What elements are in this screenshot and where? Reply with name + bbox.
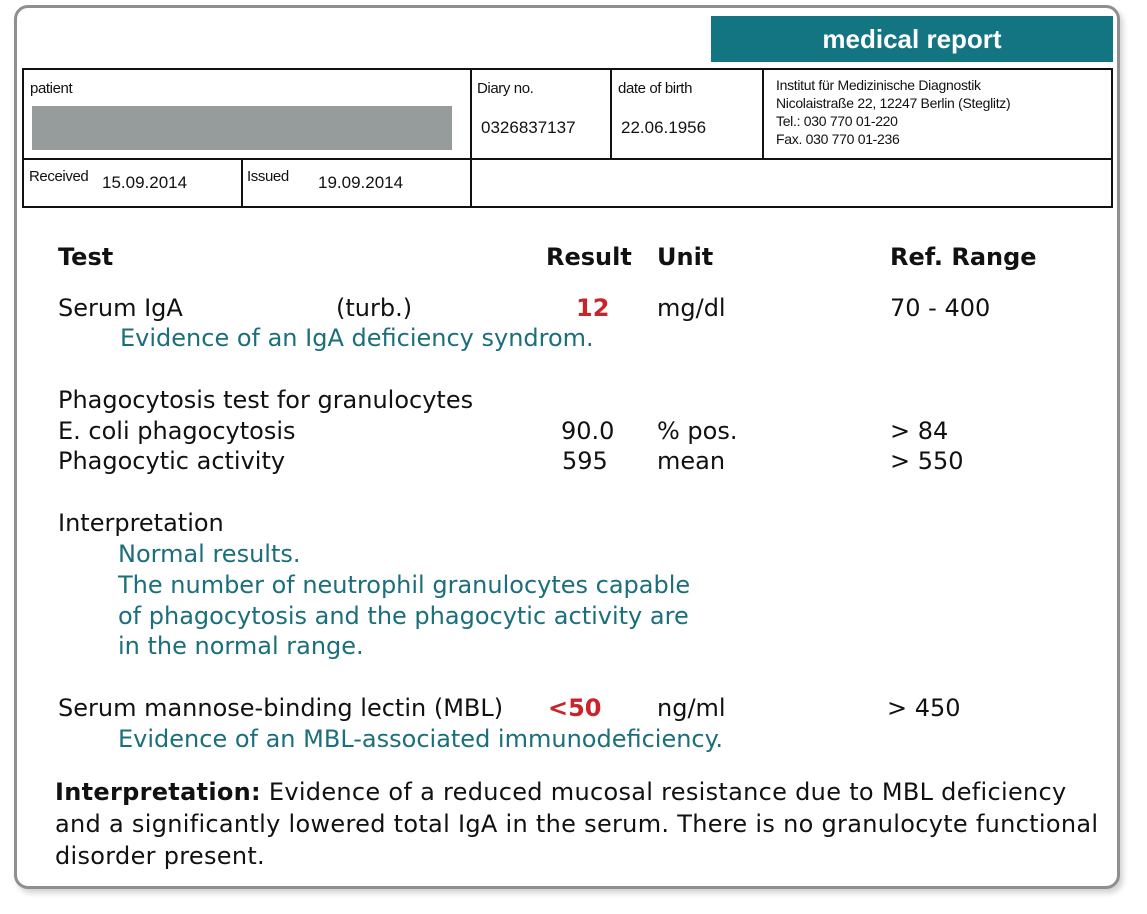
- institute-name: Institut für Medizinische Diagnostik: [776, 77, 981, 93]
- summary-paragraph: [55, 776, 1100, 872]
- phago-row-unit: mean: [657, 447, 726, 475]
- institute-fax: Fax. 030 770 01-236: [776, 131, 900, 147]
- diary-value: 0326837137: [481, 118, 576, 137]
- header-col-divider-2: [610, 70, 612, 158]
- institute-tel: Tel.: 030 770 01-220: [776, 113, 898, 129]
- phago-row-result: 90.0: [561, 417, 615, 445]
- mbl-note: Evidence of an MBL-associated immunodeficiency.: [118, 725, 724, 753]
- phago-row-result: 595: [562, 447, 608, 475]
- patient-name-redacted: [32, 106, 452, 150]
- summary-label: Interpretation:: [55, 778, 261, 806]
- phago-interp-title: Interpretation: [58, 509, 224, 537]
- phago-row-ref: > 84: [890, 417, 949, 445]
- header-col-divider-4: [241, 158, 243, 206]
- phago-row-unit: % pos.: [657, 417, 738, 445]
- col-header-test: Test: [58, 243, 114, 271]
- phago-interp-line: of phagocytosis and the phagocytic activity are: [118, 602, 689, 630]
- report-banner: medical report: [711, 16, 1113, 62]
- issued-label: Issued: [247, 168, 289, 185]
- phago-interp-line: Normal results.: [118, 540, 301, 568]
- header-row-divider: [24, 158, 1111, 160]
- iga-result: 12: [576, 294, 610, 322]
- summary-text: Evidence of a reduced mucosal resistance due to MBL deficiency and a significantly lowered total IgA in the serum. There is no granulocyte functional disorder present.: [55, 778, 1099, 870]
- phago-row-ref: > 550: [890, 447, 964, 475]
- phago-interp-line: in the normal range.: [118, 632, 364, 660]
- dob-label: date of birth: [618, 80, 693, 97]
- mbl-ref: > 450: [887, 694, 961, 722]
- col-header-result: Result: [546, 243, 632, 271]
- mbl-result: <50: [548, 694, 602, 722]
- institute-address: Nicolaistraße 22, 12247 Berlin (Steglitz): [776, 95, 1011, 111]
- mbl-unit: ng/ml: [657, 694, 726, 722]
- phago-interp-line: The number of neutrophil granulocytes capable: [118, 571, 691, 599]
- patient-label: patient: [30, 80, 73, 97]
- diary-label: Diary no.: [477, 80, 534, 97]
- header-col-divider-3: [762, 70, 764, 158]
- issued-value: 19.09.2014: [318, 173, 404, 192]
- iga-ref: 70 - 400: [890, 294, 991, 322]
- iga-unit: mg/dl: [657, 294, 726, 322]
- col-header-ref: Ref. Range: [890, 243, 1037, 271]
- phago-row-name: E. coli phagocytosis: [58, 417, 296, 445]
- phago-title: Phagocytosis test for granulocytes: [58, 386, 474, 414]
- col-header-unit: Unit: [657, 243, 714, 271]
- header-col-divider-1: [470, 70, 472, 206]
- iga-method: (turb.): [336, 294, 413, 322]
- dob-value: 22.06.1956: [621, 118, 707, 137]
- iga-note: Evidence of an IgA deficiency syndrom.: [120, 324, 594, 352]
- institute-block: [776, 76, 1010, 148]
- mbl-name: Serum mannose-binding lectin (MBL): [58, 694, 504, 722]
- header-table: [22, 68, 1113, 208]
- iga-name: Serum IgA: [58, 294, 183, 322]
- received-label: Received: [29, 168, 89, 185]
- phago-row-name: Phagocytic activity: [58, 447, 286, 475]
- received-value: 15.09.2014: [102, 173, 188, 192]
